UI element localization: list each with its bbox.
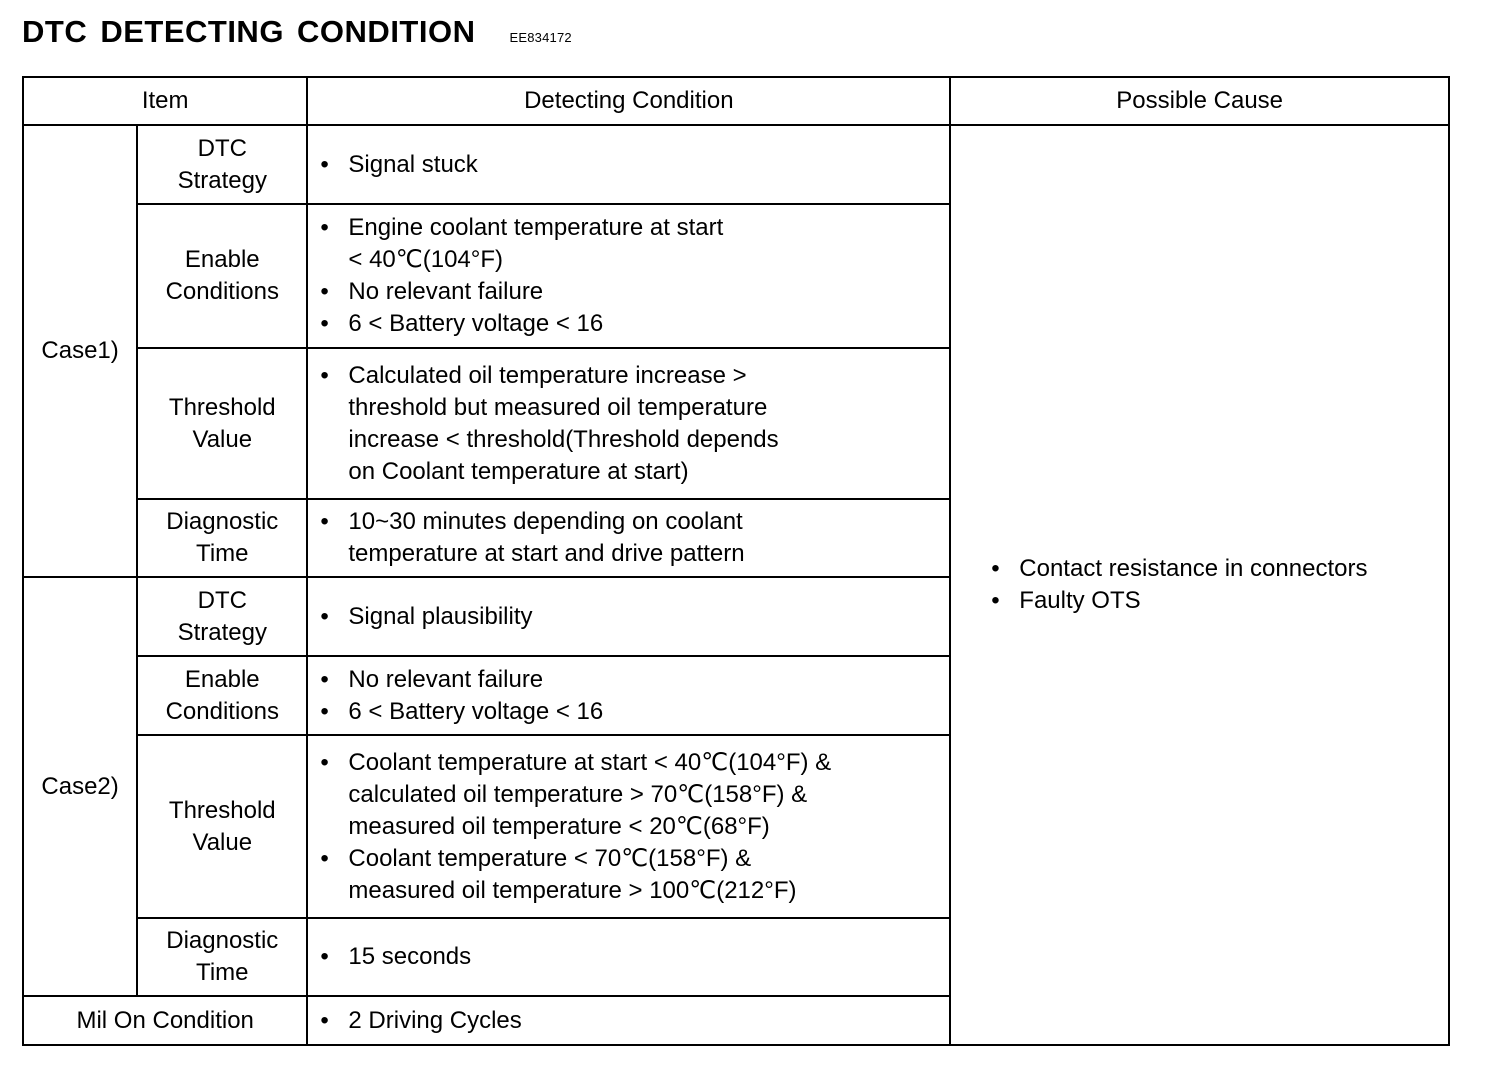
item-text: Enable Conditions [165,246,279,305]
case2-label: Case2) [23,577,137,996]
condition-list [308,747,949,907]
condition-list [308,941,949,973]
cause-item: • Faulty OTS [1019,585,1436,617]
item-label [137,918,307,996]
item-text: DTC Strategy [177,134,267,194]
condition-item: • Coolant temperature at start < 40℃(104°F) & calculated oil temperature > 70℃(158°F) & measured oil temperature < 20℃(68°F) [348,747,937,843]
header-item: Item [23,77,307,125]
mil-label: Mil On Condition [23,996,307,1045]
page-title: DTC DETECTING CONDITION [22,14,476,49]
condition-item: • Signal stuck [348,149,937,181]
condition-list [308,360,949,488]
condition-item: • 10~30 minutes depending on coolant temperature at start and drive pattern [348,506,937,570]
item-text: Threshold Value [168,393,276,453]
condition-cell [307,348,950,499]
condition-list [308,149,949,181]
condition-cell [307,996,950,1045]
item-text: DTC Strategy [177,586,267,646]
condition-cell [307,204,950,348]
condition-cell [307,918,950,996]
possible-cause-cell [950,125,1449,1045]
cause-item: • Contact resistance in connectors [1019,553,1436,585]
condition-cell [307,577,950,656]
condition-cell [307,125,950,204]
item-label [137,204,307,348]
condition-item: • Engine coolant temperature at start < 40℃(104°F) [348,212,937,276]
header-row [23,77,1449,125]
condition-item: • 6 < Battery voltage < 16 [348,696,937,728]
condition-item: • 2 Driving Cycles [348,1005,937,1037]
condition-list [308,601,949,633]
item-text: Diagnostic Time [166,927,279,986]
header-possible-cause: Possible Cause [950,77,1449,125]
condition-list [308,664,949,728]
item-text: Threshold Value [168,796,276,856]
condition-list [308,506,949,570]
item-label [137,735,307,918]
item-label [137,499,307,577]
condition-item: • No relevant failure [348,276,937,308]
item-label [137,656,307,735]
condition-item: • 6 < Battery voltage < 16 [348,308,937,340]
condition-item: • Signal plausibility [348,601,937,633]
item-label [137,125,307,204]
condition-cell [307,656,950,735]
condition-cell [307,735,950,918]
case1-label: Case1) [23,125,137,577]
item-label [137,348,307,499]
condition-list [308,212,949,340]
item-label [137,577,307,656]
condition-item: • No relevant failure [348,664,937,696]
header-detecting-condition: Detecting Condition [307,77,950,125]
cause-list [951,553,1448,617]
title-row [22,14,572,54]
condition-list [308,1005,949,1037]
dtc-table [22,76,1450,1046]
table-row [23,125,1449,204]
item-text: Enable Conditions [165,665,279,725]
condition-cell [307,499,950,577]
condition-item: • Calculated oil temperature increase > threshold but measured oil temperature increase < threshold(Threshold depends on Coolant temperature at start) [348,360,937,488]
condition-item: • Coolant temperature < 70℃(158°F) & measured oil temperature > 100℃(212°F) [348,843,937,907]
item-text: Diagnostic Time [166,508,279,567]
condition-item: • 15 seconds [348,941,937,973]
document-code: EE834172 [509,30,572,45]
